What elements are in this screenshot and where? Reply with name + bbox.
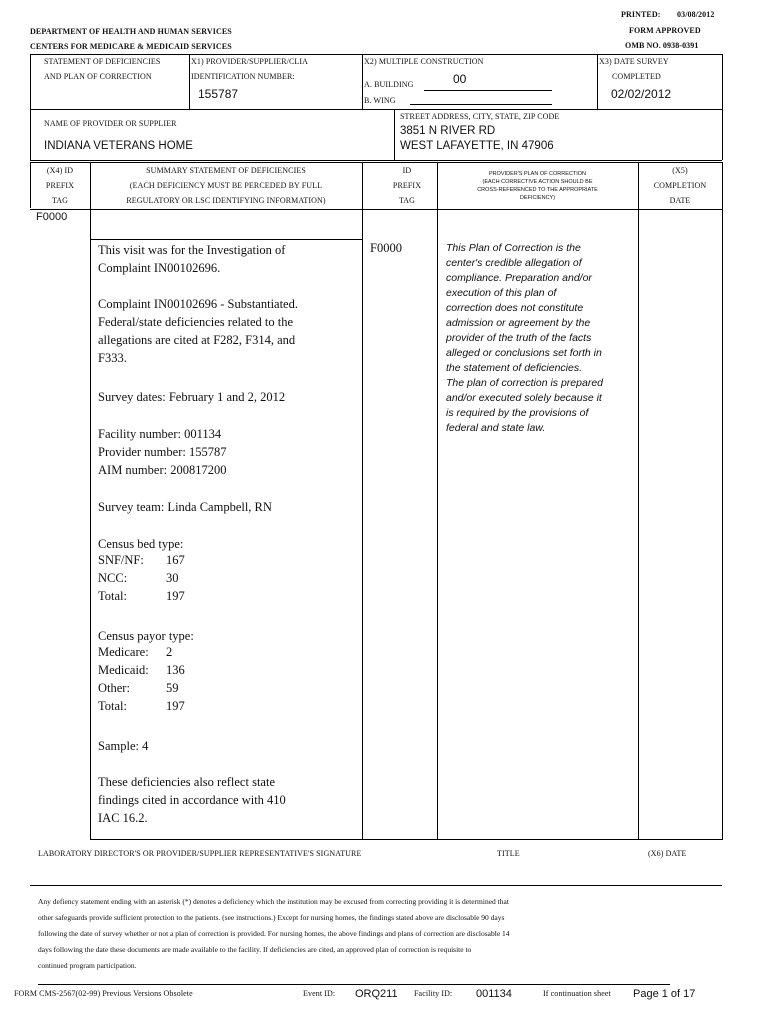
x5-header-1: (X5) [672, 166, 688, 175]
printed-label: PRINTED: [621, 10, 661, 19]
statement-label-2: AND PLAN OF CORRECTION [44, 72, 152, 81]
survey-dates: Survey dates: February 1 and 2, 2012 [98, 390, 286, 404]
table-row: Total: 197 [98, 699, 185, 713]
plan-of-correction: This Plan of Correction is the center's credible allegation of compliance. Preparation and/or execution of this plan of correction does not constitute admission or agreement by the provider of the truth of the facts alleged or conclusions set forth in the statement of deficiencies. The plan of correction is prepared and/or executed solely because it is required by the provisions of federal and state law. [446, 242, 604, 434]
table-row: NCC: 30 [98, 571, 179, 585]
building-label: A. BUILDING [364, 80, 414, 89]
x2-label: X2) MULTIPLE CONSTRUCTION [364, 57, 484, 66]
tag-left: F0000 [36, 211, 68, 223]
survey-team: Survey team: Linda Campbell, RN [98, 500, 272, 514]
poc-header-4: DEFICIENCY) [519, 195, 556, 201]
address-line-2: WEST LAFAYETTE, IN 47906 [400, 140, 554, 152]
x4-header-2: PREFIX [45, 181, 75, 190]
poc-header-2: (EACH CORRECTIVE ACTION SHOULD BE [482, 179, 593, 185]
event-id-label: Event ID: [303, 989, 336, 998]
page-number: Page 1 of 17 [633, 988, 696, 1000]
signature-date-label: (X6) DATE [648, 849, 687, 858]
table-row: Medicaid: 136 [98, 663, 185, 677]
signature-title-label: TITLE [497, 849, 520, 858]
survey-date-value: 02/02/2012 [611, 87, 672, 101]
omb-number: OMB NO. 0938-0391 [625, 41, 699, 50]
facility-id-label: Facility ID: [414, 989, 453, 998]
address-label: STREET ADDRESS, CITY, STATE, ZIP CODE [400, 112, 560, 121]
x1-label-2: IDENTIFICATION NUMBER: [191, 72, 295, 81]
summary-complaint: Complaint IN00102696 - Substantiated. Federal/state deficiencies related to the allegations are cited at F282, F314, and F333. [98, 297, 298, 365]
provider-name-value: INDIANA VETERANS HOME [44, 140, 193, 152]
summary-header-2: (EACH DEFICIENCY MUST BE PERCEDED BY FULL [129, 181, 323, 190]
address-line-1: 3851 N RIVER RD [400, 125, 496, 137]
printed-date: 03/08/2012 [677, 10, 715, 19]
event-id-value: ORQ211 [355, 988, 398, 1000]
x5-header-2: COMPLETION [653, 181, 707, 190]
facility-id-value: 001134 [476, 988, 512, 1000]
sample-count: Sample: 4 [98, 739, 149, 753]
summary-intro: This visit was for the Investigation of Complaint IN00102696. [98, 243, 286, 275]
table-row: Medicare: 2 [98, 645, 173, 659]
disclaimer: Any defiency statement ending with an asterisk (*) denotes a deficiency which the institution may be excused from correcting providing it is determined that other safeguards provide sufficient protection to the patients. (see instructions.) Except for nursing homes, the findings stated above are disclosable 90 days following the date of survey whether or not a plan of correction is provided. For nursing homes, the above findings and plans of correction are disclosable 14 days following the date these documents are made available to the facility. If deficiencies are cited, an approved plan of correction is requisite to continued program participation. [38, 897, 510, 970]
x5-header-3: DATE [669, 196, 691, 205]
form-approved: FORM APPROVED [629, 26, 701, 35]
id-header-2: PREFIX [392, 181, 422, 190]
facility-info: Facility number: 001134 Provider number: 155787 AIM number: 200817200 [98, 427, 227, 477]
table-row: Other: 59 [98, 681, 179, 695]
x3-label-2: COMPLETED [612, 72, 661, 81]
wing-label: B. WING [364, 96, 396, 105]
continuation-label: If continuation sheet [543, 989, 611, 998]
tag-right: F0000 [370, 241, 402, 255]
building-value: 00 [453, 72, 467, 86]
id-header-1: ID [402, 166, 412, 175]
director-signature-label: LABORATORY DIRECTOR'S OR PROVIDER/SUPPLIER REPRESENTATIVE'S SIGNATURE [38, 849, 362, 858]
census-payor-title: Census payor type: [98, 629, 194, 643]
table-row: SNF/NF: 167 [98, 553, 185, 567]
poc-header-3: CROSS-REFERENCED TO THE APPROPRIATE [477, 187, 598, 193]
state-findings: These deficiencies also reflect state findings cited in accordance with 410 IAC 16.2. [98, 775, 286, 825]
statement-label-1: STATEMENT OF DEFICIENCIES [44, 57, 161, 66]
census-payor-table [98, 645, 185, 717]
provider-number-value: 155787 [198, 87, 239, 101]
form-number: FORM CMS-2567(02-99) Previous Versions Obsolete [14, 989, 193, 998]
poc-header-1: PROVIDER'S PLAN OF CORRECTION [488, 171, 586, 177]
summary-header-1: SUMMARY STATEMENT OF DEFICIENCIES [146, 166, 306, 175]
table-row: Total: 197 [98, 589, 185, 603]
id-header-3: TAG [398, 196, 416, 205]
x4-header-3: TAG [51, 196, 69, 205]
x4-header-1: (X4) ID [46, 166, 74, 175]
department-title: DEPARTMENT OF HEALTH AND HUMAN SERVICES [30, 27, 232, 36]
provider-name-label: NAME OF PROVIDER OR SUPPLIER [44, 119, 177, 128]
x1-label-1: X1) PROVIDER/SUPPLIER/CLIA [191, 57, 309, 66]
census-bed-table [98, 553, 185, 607]
census-bed-title: Census bed type: [98, 537, 184, 551]
centers-title: CENTERS FOR MEDICARE & MEDICAID SERVICES [30, 42, 232, 51]
x3-label-1: X3) DATE SURVEY [599, 57, 669, 66]
summary-header-3: REGULATORY OR LSC IDENTIFYING INFORMATION) [126, 196, 326, 205]
